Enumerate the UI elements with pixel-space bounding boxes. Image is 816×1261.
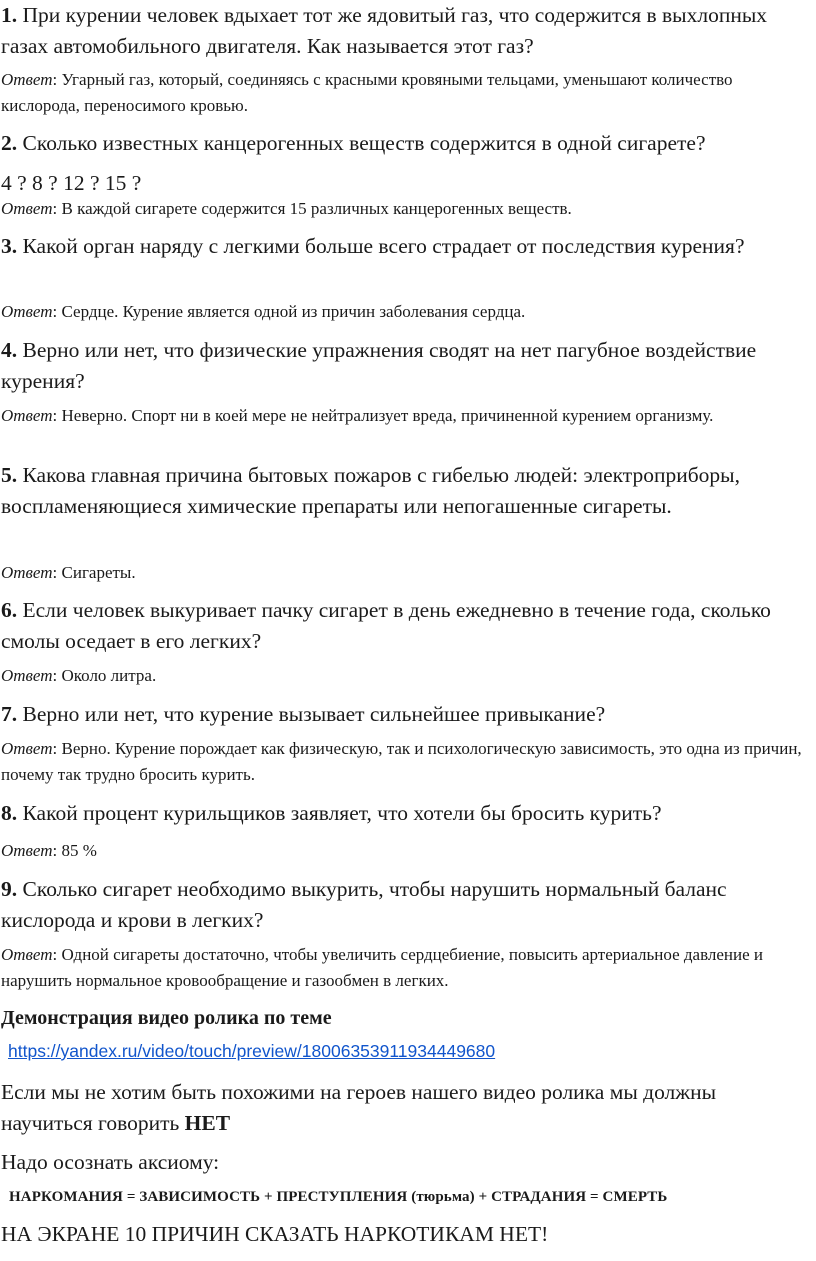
answer-label: Ответ bbox=[1, 563, 53, 582]
question-number: 3. bbox=[1, 234, 18, 258]
question-number: 1. bbox=[1, 3, 18, 27]
question-number: 5. bbox=[1, 463, 18, 487]
video-link[interactable]: https://yandex.ru/video/touch/preview/18006353911934449680 bbox=[8, 1041, 496, 1061]
answer-label: Ответ bbox=[1, 841, 53, 860]
answer-text: : Сигареты. bbox=[52, 563, 136, 582]
answer-label: Ответ bbox=[1, 70, 53, 89]
question-text: Верно или нет, что физические упражнения сводят на нет пагубное воздействие курения? bbox=[1, 338, 757, 393]
answer-label: Ответ bbox=[1, 739, 53, 758]
answer-3 bbox=[1, 299, 812, 325]
question-text: При курении человек вдыхает тот же ядовитый газ, что содержится в выхлопных газах автомобильного двигателя. Как называется этот газ? bbox=[1, 3, 768, 58]
answer-text: : Верно. Курение порождает как физическую, так и психологическую зависимость, это одна из причин, почему так трудно бросить курить. bbox=[1, 739, 802, 784]
question-number: 6. bbox=[1, 598, 18, 622]
answer-1 bbox=[1, 67, 812, 119]
video-link-row bbox=[8, 1041, 812, 1062]
question-text: Верно или нет, что курение вызывает сильнейшее привыкание? bbox=[22, 702, 606, 726]
question-number: 7. bbox=[1, 702, 18, 726]
final-line: НА ЭКРАНЕ 10 ПРИЧИН СКАЗАТЬ НАРКОТИКАМ НЕТ! bbox=[1, 1222, 549, 1246]
axiom-paragraph: Надо осознать аксиому: bbox=[1, 1150, 220, 1174]
heroes-bold-no: НЕТ bbox=[184, 1111, 231, 1135]
question-6 bbox=[1, 595, 812, 657]
question-2-options: 4 ? 8 ? 12 ? 15 ? bbox=[1, 171, 142, 195]
answer-text: : Угарный газ, который, соединяясь с красными кровяными тельцами, уменьшают количество кислорода, переносимого кровью. bbox=[1, 70, 733, 115]
answer-text: : Около литра. bbox=[52, 666, 157, 685]
question-text: Сколько сигарет необходимо выкурить, чтобы нарушить нормальный баланс кислорода и крови в легких? bbox=[1, 877, 727, 932]
answer-label: Ответ bbox=[1, 945, 53, 964]
question-text: Какой орган наряду с легкими больше всего страдает от последствия курения? bbox=[22, 234, 745, 258]
video-heading: Демонстрация видео ролика по теме bbox=[1, 1007, 332, 1029]
answer-5 bbox=[1, 560, 812, 586]
answer-4 bbox=[1, 403, 812, 429]
question-number: 8. bbox=[1, 801, 18, 825]
answer-2 bbox=[1, 196, 812, 222]
axiom-formula: НАРКОМАНИЯ = ЗАВИСИМОСТЬ + ПРЕСТУПЛЕНИЯ (тюрьма) + СТРАДАНИЯ = СМЕРТЬ bbox=[9, 1189, 668, 1205]
heroes-text: Если мы не хотим быть похожими на героев нашего видео ролика мы должны научиться говорить bbox=[1, 1080, 717, 1135]
question-5 bbox=[1, 460, 812, 522]
question-text: Если человек выкуривает пачку сигарет в день ежедневно в течение года, сколько смолы оседает в его легких? bbox=[1, 598, 771, 653]
answer-label: Ответ bbox=[1, 302, 53, 321]
question-9 bbox=[1, 874, 812, 936]
question-number: 9. bbox=[1, 877, 18, 901]
question-text: Какой процент курильщиков заявляет, что хотели бы бросить курить? bbox=[22, 801, 662, 825]
question-number: 4. bbox=[1, 338, 18, 362]
answer-text: : Одной сигареты достаточно, чтобы увеличить сердцебиение, повысить артериальное давление и нарушить нормальное кровообращение и газообмен в легких. bbox=[1, 945, 764, 990]
answer-7 bbox=[1, 736, 812, 788]
answer-text: : Неверно. Спорт ни в коей мере не нейтрализует вреда, причиненной курением организму. bbox=[52, 406, 714, 425]
question-2 bbox=[1, 128, 812, 159]
answer-text: : 85 % bbox=[52, 841, 97, 860]
question-3 bbox=[1, 231, 812, 262]
answer-6 bbox=[1, 663, 812, 689]
question-number: 2. bbox=[1, 131, 18, 155]
answer-label: Ответ bbox=[1, 199, 53, 218]
answer-label: Ответ bbox=[1, 406, 53, 425]
question-4 bbox=[1, 335, 812, 397]
question-1 bbox=[1, 0, 812, 62]
question-text: Какова главная причина бытовых пожаров с гибелью людей: электроприборы, воспламеняющиеся химические препараты или непогашенные сигареты. bbox=[1, 463, 740, 518]
answer-8 bbox=[1, 838, 812, 864]
answer-text: : В каждой сигарете содержится 15 различных канцерогенных веществ. bbox=[52, 199, 572, 218]
question-8 bbox=[1, 798, 812, 829]
heroes-paragraph bbox=[1, 1077, 812, 1139]
answer-text: : Сердце. Курение является одной из причин заболевания сердца. bbox=[52, 302, 526, 321]
question-text: Сколько известных канцерогенных веществ содержится в одной сигарете? bbox=[22, 131, 706, 155]
question-7 bbox=[1, 699, 812, 730]
answer-label: Ответ bbox=[1, 666, 53, 685]
answer-9 bbox=[1, 942, 812, 994]
